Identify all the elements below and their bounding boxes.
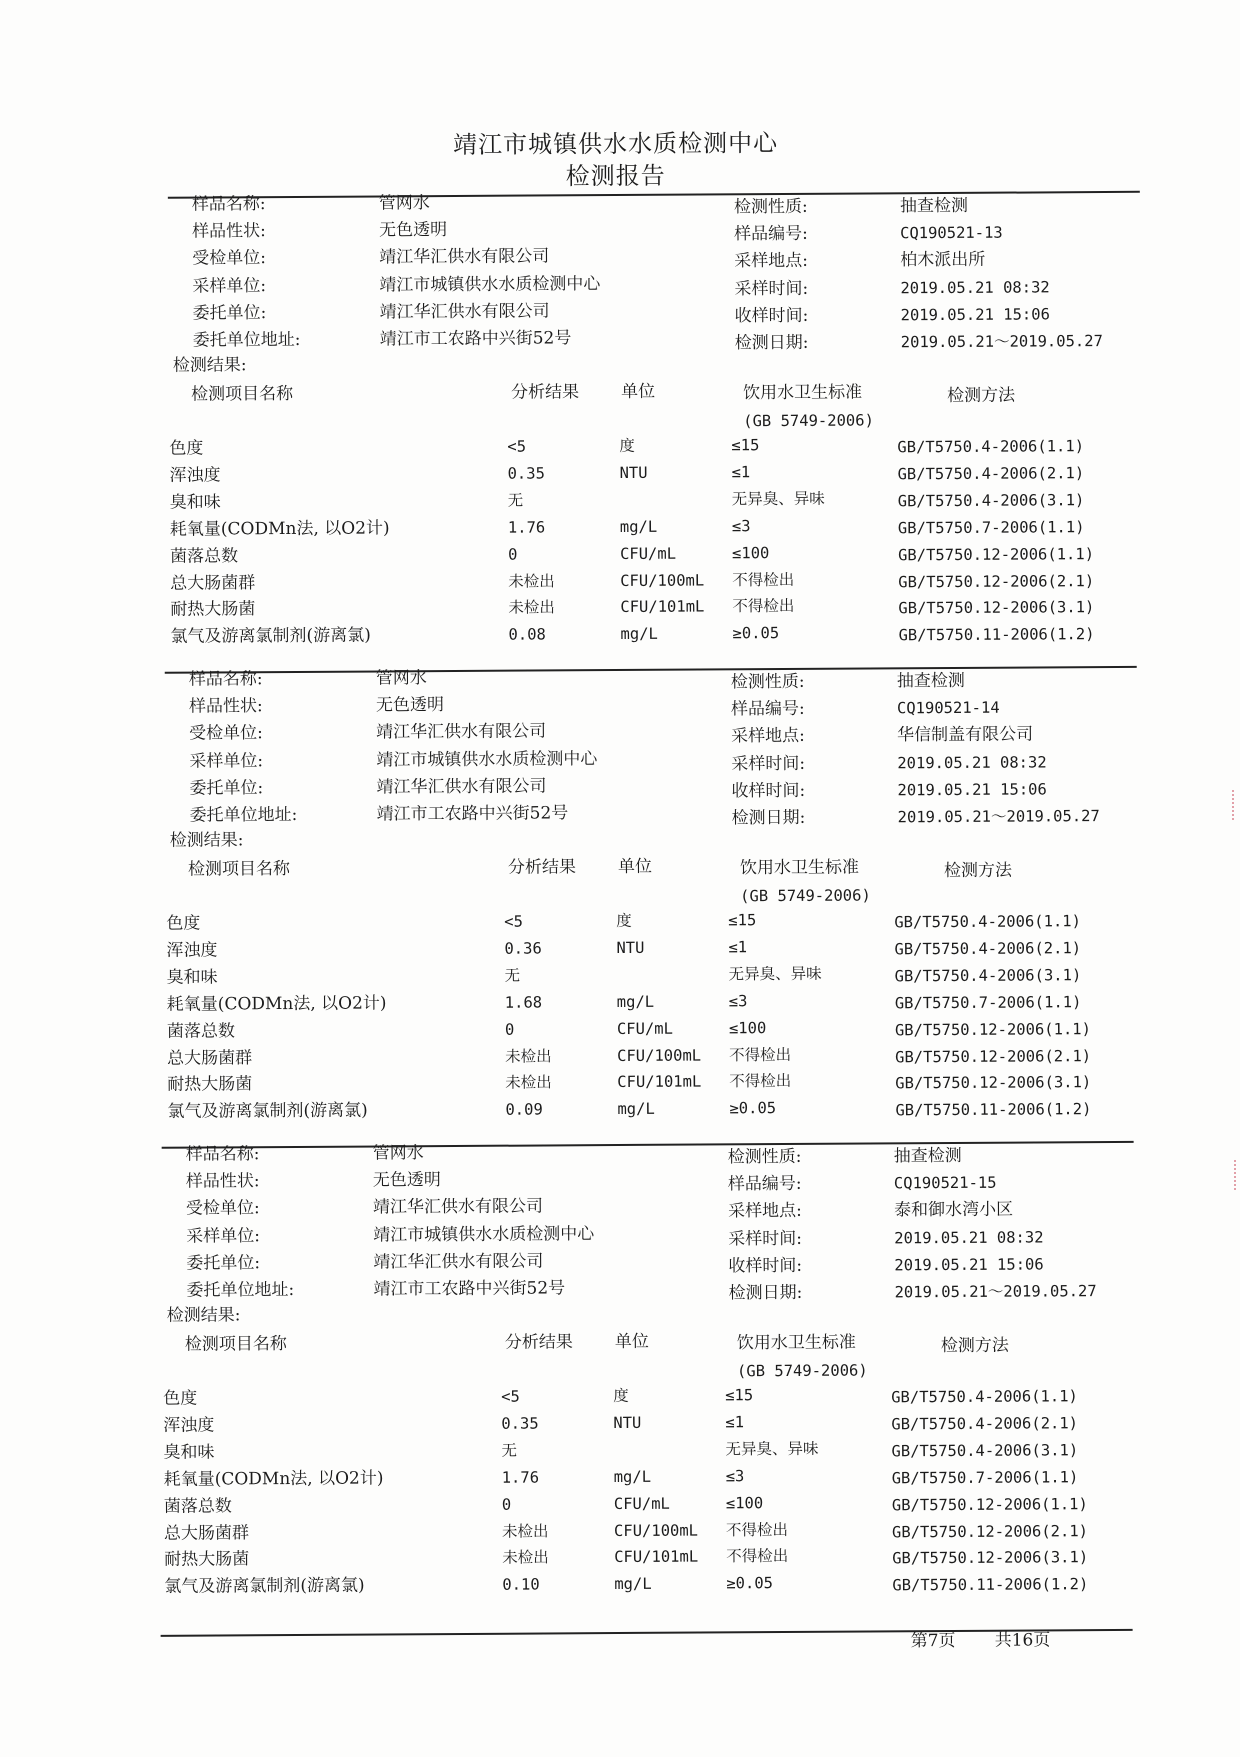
column-header-method: 检测方法 bbox=[947, 385, 1016, 406]
column-header-result: 分析结果 bbox=[504, 1332, 573, 1353]
value-sample-character: 无色透明 bbox=[372, 1170, 441, 1191]
row-result: 1.76 bbox=[501, 1468, 540, 1487]
row-standard: ≤100 bbox=[725, 1493, 764, 1512]
row-item-name: 浑浊度 bbox=[163, 1415, 215, 1436]
row-item-name: 耗氧量(CODMn法, 以O2计) bbox=[163, 1468, 384, 1490]
value-test-nature: 抽查检测 bbox=[899, 195, 968, 217]
row-standard: ≤15 bbox=[725, 1386, 754, 1405]
label-inspected-unit: 受检单位: bbox=[185, 1198, 260, 1220]
value-receiving-time: 2019.05.21 15:06 bbox=[897, 780, 1047, 800]
row-item-name: 耐热大肠菌 bbox=[167, 1074, 253, 1096]
value-test-date: 2019.05.21～2019.05.27 bbox=[897, 807, 1100, 827]
results-label: 检测结果: bbox=[169, 830, 244, 851]
row-method: GB/T5750.12-2006(3.1) bbox=[898, 598, 1095, 618]
row-method: GB/T5750.4-2006(1.1) bbox=[891, 1387, 1078, 1407]
row-standard: 不得检出 bbox=[726, 1547, 789, 1566]
value-sampling-time: 2019.05.21 08:32 bbox=[894, 1228, 1044, 1247]
row-standard: 不得检出 bbox=[732, 570, 795, 589]
row-method: GB/T5750.12-2006(2.1) bbox=[891, 1521, 1089, 1541]
value-receiving-time: 2019.05.21 15:06 bbox=[894, 1255, 1044, 1275]
row-standard: 不得检出 bbox=[725, 1520, 789, 1539]
row-method: GB/T5750.4-2006(2.1) bbox=[891, 1414, 1079, 1434]
row-standard: 不得检出 bbox=[729, 1045, 792, 1064]
value-sampling-unit: 靖江市城镇供水水质检测中心 bbox=[373, 1223, 595, 1246]
row-item-name: 浑浊度 bbox=[166, 940, 218, 961]
row-item-name: 臭和味 bbox=[169, 492, 221, 513]
row-item-name: 臭和味 bbox=[163, 1442, 215, 1463]
row-result: 0.35 bbox=[507, 464, 545, 483]
value-client-address: 靖江市工农路中兴街52号 bbox=[379, 328, 572, 350]
value-sample-character: 无色透明 bbox=[378, 220, 448, 241]
label-inspected-unit: 受检单位: bbox=[189, 723, 263, 745]
value-sample-no: CQ190521-14 bbox=[896, 698, 1000, 718]
row-method: GB/T5750.12-2006(1.1) bbox=[897, 544, 1095, 564]
value-test-nature: 抽查检测 bbox=[893, 1145, 962, 1167]
value-sample-name: 管网水 bbox=[378, 193, 430, 214]
row-result: 1.76 bbox=[507, 518, 546, 537]
column-header-unit: 单位 bbox=[614, 1331, 649, 1353]
row-standard: ≤100 bbox=[731, 543, 770, 562]
report-title: 检测报告 bbox=[565, 161, 666, 191]
row-result: 无 bbox=[504, 966, 521, 985]
row-unit: 度 bbox=[613, 1386, 629, 1406]
row-method: GB/T5750.12-2006(3.1) bbox=[895, 1073, 1092, 1093]
row-unit: CFU/mL bbox=[613, 1494, 670, 1513]
organization-title: 靖江市城镇供水水质检测中心 bbox=[452, 129, 779, 160]
row-result: 0 bbox=[507, 545, 518, 564]
label-sample-character: 样品性状: bbox=[188, 696, 263, 717]
label-client-address: 委托单位地址: bbox=[192, 329, 301, 351]
label-test-date: 检测日期: bbox=[734, 332, 809, 354]
label-sample-name: 样品名称: bbox=[188, 669, 263, 690]
row-unit: CFU/101mL bbox=[617, 1072, 702, 1092]
label-test-date: 检测日期: bbox=[728, 1282, 803, 1304]
row-result: 0 bbox=[504, 1020, 515, 1039]
row-item-name: 色度 bbox=[163, 1388, 198, 1409]
row-item-name: 氯气及游离氯制剂(游离氯) bbox=[164, 1575, 365, 1598]
row-item-name: 菌落总数 bbox=[166, 1020, 236, 1042]
label-sample-name: 样品名称: bbox=[191, 194, 266, 215]
column-header-item: 检测项目名称 bbox=[184, 1334, 287, 1355]
value-sample-no: CQ190521-13 bbox=[900, 223, 1003, 243]
row-standard: ≤100 bbox=[728, 1018, 767, 1037]
value-sample-no: CQ190521-15 bbox=[893, 1173, 997, 1193]
row-method: GB/T5750.4-2006(2.1) bbox=[894, 939, 1082, 959]
row-unit: CFU/100mL bbox=[620, 570, 705, 590]
row-method: GB/T5750.7-2006(1.1) bbox=[894, 992, 1082, 1013]
footer-rule bbox=[161, 1629, 1133, 1637]
label-sampling-time: 采样时间: bbox=[728, 1228, 803, 1249]
column-header-standard: 饮用水卫生标准 bbox=[736, 1332, 856, 1354]
label-receiving-time: 收样时间: bbox=[734, 305, 809, 327]
column-header-method: 检测方法 bbox=[943, 860, 1013, 882]
row-method: GB/T5750.4-2006(3.1) bbox=[891, 1441, 1079, 1461]
value-sampling-location: 泰和御水湾小区 bbox=[893, 1199, 1014, 1221]
row-item-name: 色度 bbox=[169, 438, 204, 459]
row-result: <5 bbox=[507, 437, 527, 456]
value-test-date: 2019.05.21～2019.05.27 bbox=[894, 1282, 1097, 1302]
value-client-address: 靖江市工农路中兴街52号 bbox=[376, 803, 569, 825]
row-result: 未检出 bbox=[501, 1521, 549, 1541]
row-unit: CFU/100mL bbox=[613, 1521, 699, 1540]
row-method: GB/T5750.11-2006(1.2) bbox=[892, 1575, 1089, 1595]
seal-edge-mark bbox=[1234, 1160, 1240, 1190]
column-header-standard: 饮用水卫生标准 bbox=[739, 857, 860, 879]
row-method: GB/T5750.7-2006(1.1) bbox=[897, 517, 1085, 537]
row-unit: mg/L bbox=[613, 1467, 652, 1486]
row-standard: ≥0.05 bbox=[732, 624, 780, 643]
row-result: 1.68 bbox=[504, 993, 543, 1012]
label-sampling-unit: 采样单位: bbox=[189, 750, 264, 772]
row-result: 未检出 bbox=[505, 1046, 552, 1066]
sample-block-top-rule bbox=[168, 191, 1140, 199]
label-test-nature: 检测性质: bbox=[730, 671, 805, 693]
row-unit: mg/L bbox=[619, 517, 658, 536]
row-standard: ≤1 bbox=[725, 1413, 745, 1432]
row-standard: 无异臭、异味 bbox=[731, 489, 825, 509]
row-standard: ≤1 bbox=[728, 938, 748, 957]
row-standard: 不得检出 bbox=[732, 597, 795, 616]
row-unit: mg/L bbox=[614, 1575, 652, 1594]
row-result: 未检出 bbox=[508, 571, 555, 591]
page-number: 第7页 bbox=[910, 1630, 956, 1652]
value-sampling-unit: 靖江市城镇供水水质检测中心 bbox=[376, 748, 598, 771]
label-sampling-location: 采样地点: bbox=[734, 251, 809, 272]
row-item-name: 氯气及游离氯制剂(游离氯) bbox=[170, 625, 371, 648]
row-result: 未检出 bbox=[502, 1548, 549, 1568]
value-sample-name: 管网水 bbox=[375, 668, 427, 689]
row-unit: CFU/101mL bbox=[614, 1547, 699, 1567]
label-sampling-unit: 采样单位: bbox=[192, 275, 267, 297]
column-header-result: 分析结果 bbox=[510, 382, 580, 403]
row-result: 0.09 bbox=[505, 1100, 543, 1120]
row-standard: ≤3 bbox=[725, 1466, 745, 1486]
column-header-standard-code: (GB 5749-2006) bbox=[740, 886, 871, 906]
label-receiving-time: 收样时间: bbox=[728, 1255, 803, 1277]
value-sampling-unit: 靖江市城镇供水水质检测中心 bbox=[379, 273, 601, 296]
label-client-address: 委托单位地址: bbox=[186, 1279, 295, 1301]
value-sampling-time: 2019.05.21 08:32 bbox=[897, 752, 1047, 772]
results-label: 检测结果: bbox=[166, 1305, 241, 1326]
value-client-unit: 靖江华汇供水有限公司 bbox=[373, 1251, 544, 1273]
column-header-item: 检测项目名称 bbox=[187, 859, 291, 880]
row-item-name: 耐热大肠菌 bbox=[170, 599, 256, 621]
row-unit: mg/L bbox=[616, 992, 655, 1011]
value-sample-name: 管网水 bbox=[372, 1143, 424, 1164]
row-standard: ≤1 bbox=[731, 463, 751, 482]
value-client-address: 靖江市工农路中兴街52号 bbox=[373, 1278, 566, 1300]
row-method: GB/T5750.11-2006(1.2) bbox=[895, 1100, 1092, 1120]
row-unit: CFU/100mL bbox=[617, 1046, 702, 1065]
row-standard: ≤3 bbox=[728, 991, 748, 1011]
sample-block-top-rule bbox=[165, 666, 1137, 674]
row-method: GB/T5750.12-2006(1.1) bbox=[891, 1494, 1088, 1514]
row-method: GB/T5750.7-2006(1.1) bbox=[891, 1467, 1079, 1488]
row-method: GB/T5750.4-2006(1.1) bbox=[894, 912, 1081, 932]
row-method: GB/T5750.11-2006(1.2) bbox=[898, 625, 1095, 645]
value-sampling-location: 华信制盖有限公司 bbox=[897, 724, 1034, 746]
row-result: 0.08 bbox=[508, 625, 546, 644]
row-item-name: 耗氧量(CODMn法, 以O2计) bbox=[166, 993, 387, 1015]
row-item-name: 耗氧量(CODMn法, 以O2计) bbox=[169, 518, 390, 540]
row-unit: NTU bbox=[613, 1413, 642, 1432]
label-sample-no: 样品编号: bbox=[730, 699, 805, 720]
row-item-name: 耐热大肠菌 bbox=[164, 1549, 250, 1571]
row-method: GB/T5750.12-2006(1.1) bbox=[894, 1019, 1091, 1039]
column-header-method: 检测方法 bbox=[940, 1335, 1009, 1357]
label-sample-character: 样品性状: bbox=[185, 1171, 260, 1192]
label-sample-character: 样品性状: bbox=[191, 221, 266, 242]
label-sampling-time: 采样时间: bbox=[731, 753, 806, 774]
row-method: GB/T5750.12-2006(3.1) bbox=[892, 1548, 1089, 1568]
row-unit: CFU/101mL bbox=[620, 597, 705, 617]
row-unit: mg/L bbox=[617, 1100, 655, 1119]
sample-block-top-rule bbox=[162, 1141, 1134, 1149]
row-standard: ≥0.05 bbox=[726, 1574, 774, 1593]
label-test-date: 检测日期: bbox=[731, 807, 806, 829]
row-item-name: 菌落总数 bbox=[163, 1495, 232, 1517]
row-method: GB/T5750.4-2006(3.1) bbox=[894, 965, 1082, 986]
column-header-result: 分析结果 bbox=[507, 857, 577, 878]
row-result: <5 bbox=[504, 912, 524, 931]
row-item-name: 色度 bbox=[166, 913, 201, 934]
column-header-standard: 饮用水卫生标准 bbox=[742, 382, 863, 404]
row-standard: ≤15 bbox=[728, 911, 757, 930]
column-header-unit: 单位 bbox=[620, 381, 656, 402]
label-inspected-unit: 受检单位: bbox=[192, 248, 267, 269]
value-test-date: 2019.05.21～2019.05.27 bbox=[900, 332, 1103, 352]
value-sampling-time: 2019.05.21 08:32 bbox=[900, 277, 1050, 297]
column-header-item: 检测项目名称 bbox=[190, 383, 294, 405]
value-sampling-location: 柏木派出所 bbox=[900, 250, 986, 271]
row-item-name: 氯气及游离氯制剂(游离氯) bbox=[167, 1100, 368, 1123]
row-result: 0.36 bbox=[504, 939, 542, 958]
row-result: 未检出 bbox=[505, 1073, 552, 1093]
row-method: GB/T5750.4-2006(1.1) bbox=[897, 437, 1085, 457]
row-standard: 不得检出 bbox=[729, 1072, 792, 1091]
row-method: GB/T5750.12-2006(2.1) bbox=[895, 1046, 1092, 1066]
label-sampling-location: 采样地点: bbox=[731, 726, 805, 747]
label-client-unit: 委托单位: bbox=[192, 302, 267, 324]
label-test-nature: 检测性质: bbox=[733, 196, 808, 218]
value-sample-character: 无色透明 bbox=[375, 695, 445, 716]
label-client-address: 委托单位地址: bbox=[189, 804, 298, 826]
label-client-unit: 委托单位: bbox=[189, 777, 264, 799]
label-sample-no: 样品编号: bbox=[727, 1174, 802, 1195]
row-unit: NTU bbox=[619, 463, 648, 482]
value-inspected-unit: 靖江华汇供水有限公司 bbox=[372, 1196, 544, 1218]
row-item-name: 总大肠菌群 bbox=[170, 572, 256, 594]
label-client-unit: 委托单位: bbox=[186, 1253, 261, 1274]
label-sample-name: 样品名称: bbox=[185, 1144, 260, 1165]
row-result: 未检出 bbox=[508, 598, 555, 618]
row-item-name: 浑浊度 bbox=[169, 465, 221, 486]
row-unit: CFU/mL bbox=[616, 1019, 673, 1038]
row-method: GB/T5750.12-2006(2.1) bbox=[898, 571, 1095, 591]
row-item-name: 总大肠菌群 bbox=[167, 1047, 253, 1069]
value-client-unit: 靖江华汇供水有限公司 bbox=[379, 301, 550, 323]
value-inspected-unit: 靖江华汇供水有限公司 bbox=[379, 246, 550, 268]
label-receiving-time: 收样时间: bbox=[731, 780, 806, 802]
page-total: 共16页 bbox=[994, 1630, 1051, 1651]
seal-edge-mark bbox=[1232, 790, 1240, 820]
value-client-unit: 靖江华汇供水有限公司 bbox=[376, 776, 547, 798]
row-method: GB/T5750.4-2006(2.1) bbox=[897, 464, 1085, 484]
row-result: 0.10 bbox=[502, 1575, 540, 1595]
row-result: 无 bbox=[507, 491, 524, 510]
row-standard: 无异臭、异味 bbox=[725, 1439, 819, 1459]
row-result: 0.35 bbox=[501, 1414, 539, 1433]
row-standard: ≥0.05 bbox=[729, 1099, 777, 1118]
row-item-name: 总大肠菌群 bbox=[163, 1522, 250, 1544]
row-result: 无 bbox=[501, 1441, 518, 1460]
row-standard: ≤15 bbox=[731, 436, 760, 455]
column-header-standard-code: (GB 5749-2006) bbox=[736, 1361, 868, 1381]
label-sampling-location: 采样地点: bbox=[727, 1201, 802, 1222]
row-unit: mg/L bbox=[620, 625, 658, 644]
label-test-nature: 检测性质: bbox=[727, 1146, 802, 1168]
label-sampling-unit: 采样单位: bbox=[186, 1225, 260, 1247]
row-unit: 度 bbox=[619, 436, 635, 455]
row-result: <5 bbox=[501, 1387, 520, 1406]
row-result: 0 bbox=[501, 1495, 512, 1514]
value-receiving-time: 2019.05.21 15:06 bbox=[900, 305, 1050, 325]
value-test-nature: 抽查检测 bbox=[896, 670, 965, 692]
row-unit: CFU/mL bbox=[619, 544, 677, 563]
row-method: GB/T5750.4-2006(3.1) bbox=[897, 490, 1085, 511]
row-item-name: 菌落总数 bbox=[169, 545, 239, 567]
row-standard: ≤3 bbox=[731, 516, 751, 535]
row-standard: 无异臭、异味 bbox=[728, 964, 822, 984]
column-header-standard-code: (GB 5749-2006) bbox=[743, 411, 874, 431]
column-header-unit: 单位 bbox=[617, 856, 653, 878]
row-unit: 度 bbox=[616, 911, 632, 931]
row-unit: NTU bbox=[616, 938, 645, 957]
label-sampling-time: 采样时间: bbox=[734, 278, 809, 299]
label-sample-no: 样品编号: bbox=[734, 224, 808, 245]
results-label: 检测结果: bbox=[172, 355, 247, 376]
value-inspected-unit: 靖江华汇供水有限公司 bbox=[376, 721, 547, 743]
row-item-name: 臭和味 bbox=[166, 967, 218, 988]
